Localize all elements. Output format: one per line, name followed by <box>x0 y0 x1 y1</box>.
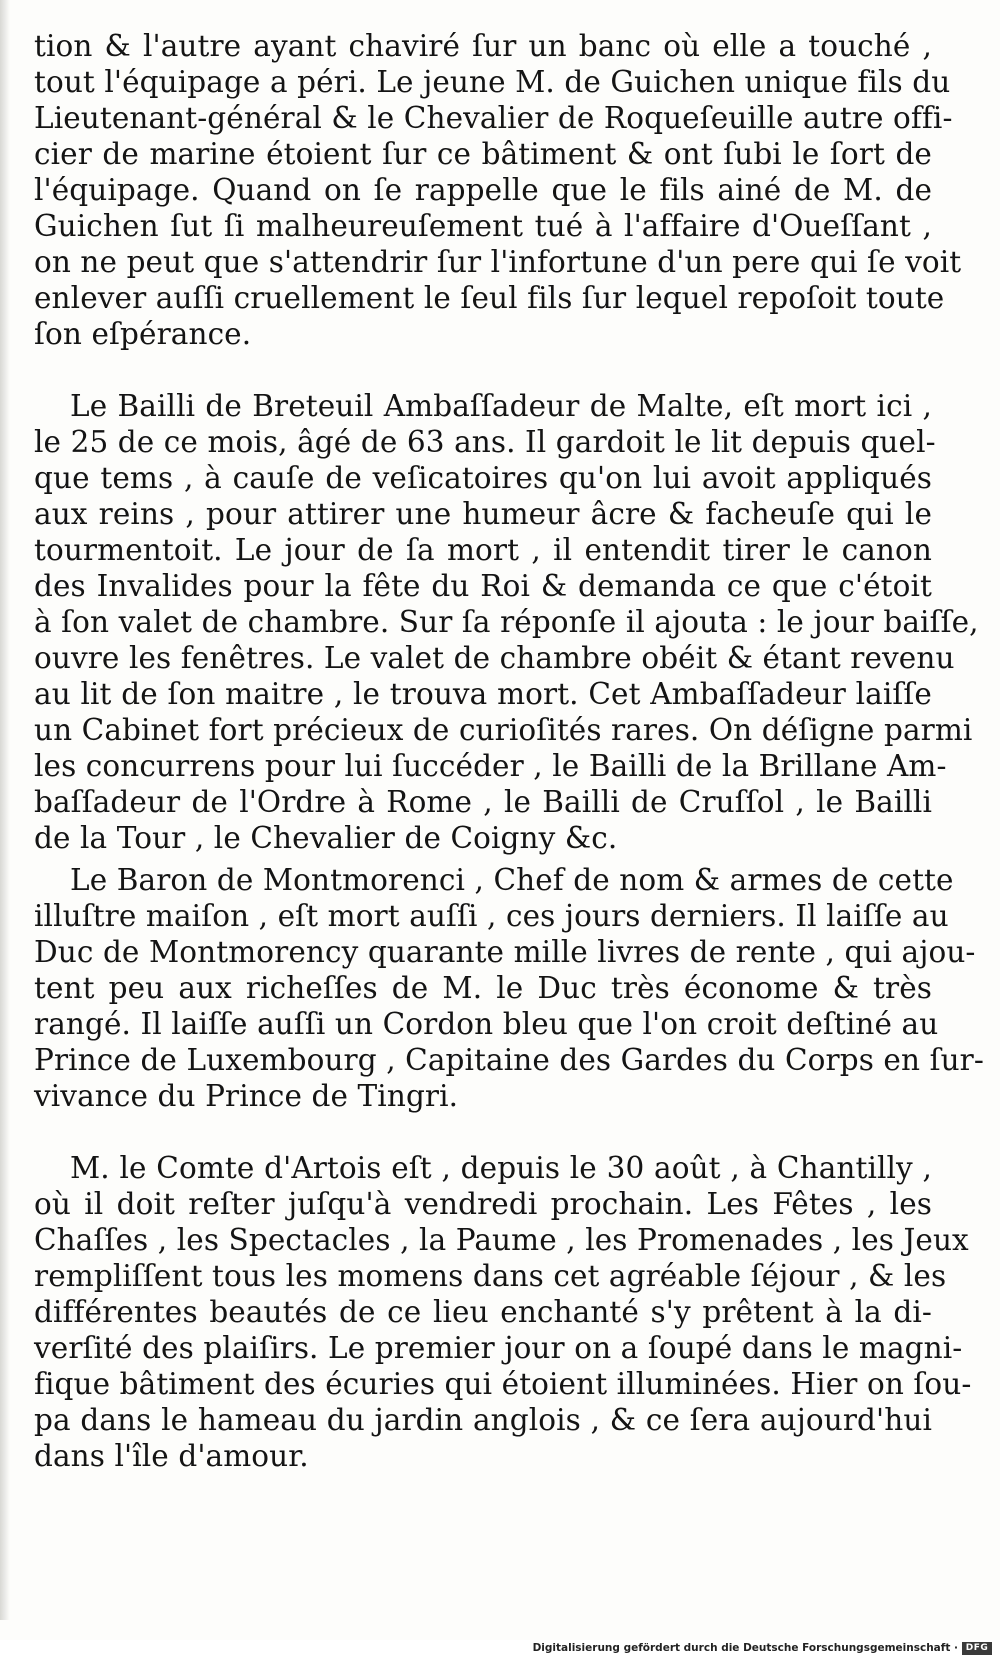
text-line: où il doit reſter juſqu'à vendredi prochain. Les Fêtes , les <box>34 1187 932 1221</box>
text-line: Le Baron de Montmorenci , Chef de nom & armes de cette <box>70 863 954 897</box>
dfg-logo: DFG <box>962 1642 992 1655</box>
funding-credit: Digitalisierung gefördert durch die Deutsche Forschungsgemeinschaft · <box>532 1642 958 1654</box>
text-line: tourmentoit. Le jour de ſa mort , il entendit tirer le canon <box>34 533 932 567</box>
text-line: à ſon valet de chambre. Sur ſa réponſe il ajouta : le jour baiſſe, <box>34 605 979 639</box>
text-line: aux reins , pour attirer une humeur âcre & facheuſe qui le <box>34 497 932 531</box>
paragraph-gap <box>34 1114 932 1150</box>
text-line: Le Bailli de Breteuil Ambaſſadeur de Malte, eſt mort ici , <box>70 389 932 423</box>
text-line: fique bâtiment des écuries qui étoient illuminées. Hier on ſou- <box>34 1367 972 1401</box>
text-line: Lieutenant-général & le Chevalier de Roqueſeuille autre offi- <box>34 101 953 135</box>
text-line: baſſadeur de l'Ordre à Rome , le Bailli de Cruſſol , le Bailli <box>34 785 932 819</box>
text-line: Chaſſes , les Spectacles , la Paume , les Promenades , les Jeux <box>34 1223 969 1257</box>
digitization-footer <box>0 1640 1000 1659</box>
text-line: tent peu aux richeſſes de M. le Duc très économe & très <box>34 971 932 1005</box>
paragraph-gap <box>34 352 932 388</box>
text-line: les concurrens pour lui ſuccéder , le Bailli de la Brillane Am- <box>34 749 947 783</box>
text-line: Guichen ſut ſi malheureuſement tué à l'affaire d'Oueſſant , <box>34 209 932 243</box>
text-line: rangé. Il laiſſe auſſi un Cordon bleu que l'on croit deſtiné au <box>34 1007 939 1041</box>
text-line: différentes beautés de ce lieu enchanté s'y prêtent à la di- <box>34 1295 932 1329</box>
article-text <box>34 28 984 1474</box>
paragraph-breteuil <box>34 388 979 856</box>
text-line: verſité des plaiſirs. Le premier jour on a ſoupé dans le magni- <box>34 1331 963 1365</box>
text-line: ouvre les fenêtres. Le valet de chambre obéit & étant revenu <box>34 641 955 675</box>
text-line: tion & l'autre ayant chaviré ſur un banc où elle a touché , <box>34 29 932 63</box>
text-line: pa dans le hameau du jardin anglois , & ce ſera aujourd'hui <box>34 1403 932 1437</box>
text-line: Duc de Montmorency quarante mille livres de rente , qui ajou- <box>34 935 976 969</box>
text-line: de la Tour , le Chevalier de Coigny &c. <box>34 821 618 855</box>
text-line: on ne peut que s'attendrir ſur l'infortune d'un pere qui ſe voit <box>34 245 962 279</box>
paragraph-montmorenci <box>34 862 984 1114</box>
text-line: un Cabinet fort précieux de curioſités rares. On déſigne parmi <box>34 713 973 747</box>
page-binding-edge <box>0 0 10 1620</box>
text-line: M. le Comte d'Artois eſt , depuis le 30 août , à Chantilly , <box>70 1151 932 1185</box>
text-line: cier de marine étoient ſur ce bâtiment & ont ſubi le ſort de <box>34 137 932 171</box>
paragraph-artois <box>34 1150 972 1474</box>
paragraph-guichen <box>34 28 962 352</box>
text-line: dans l'île d'amour. <box>34 1439 309 1473</box>
text-line: vivance du Prince de Tingri. <box>34 1079 459 1113</box>
text-line: rempliſſent tous les momens dans cet agréable ſéjour , & les <box>34 1259 947 1293</box>
text-line: enlever auſſi cruellement le ſeul fils ſur lequel repoſoit toute <box>34 281 945 315</box>
text-line: des Invalides pour la fête du Roi & demanda ce que c'étoit <box>34 569 932 603</box>
text-line: le 25 de ce mois, âgé de 63 ans. Il gardoit le lit depuis quel- <box>34 425 936 459</box>
text-line: ſon eſpérance. <box>34 317 252 351</box>
text-line: tout l'équipage a péri. Le jeune M. de Guichen unique fils du <box>34 65 951 99</box>
text-line: illuſtre maiſon , eſt mort auſſi , ces jours derniers. Il laiſſe au <box>34 899 949 933</box>
text-line: Prince de Luxembourg , Capitaine des Gardes du Corps en ſur- <box>34 1043 984 1077</box>
text-line: au lit de ſon maitre , le trouva mort. Cet Ambaſſadeur laiſſe <box>34 677 932 711</box>
text-line: l'équipage. Quand on ſe rappelle que le fils ainé de M. de <box>34 173 932 207</box>
text-line: que tems , à cauſe de veſicatoires qu'on lui avoit appliqués <box>34 461 932 495</box>
